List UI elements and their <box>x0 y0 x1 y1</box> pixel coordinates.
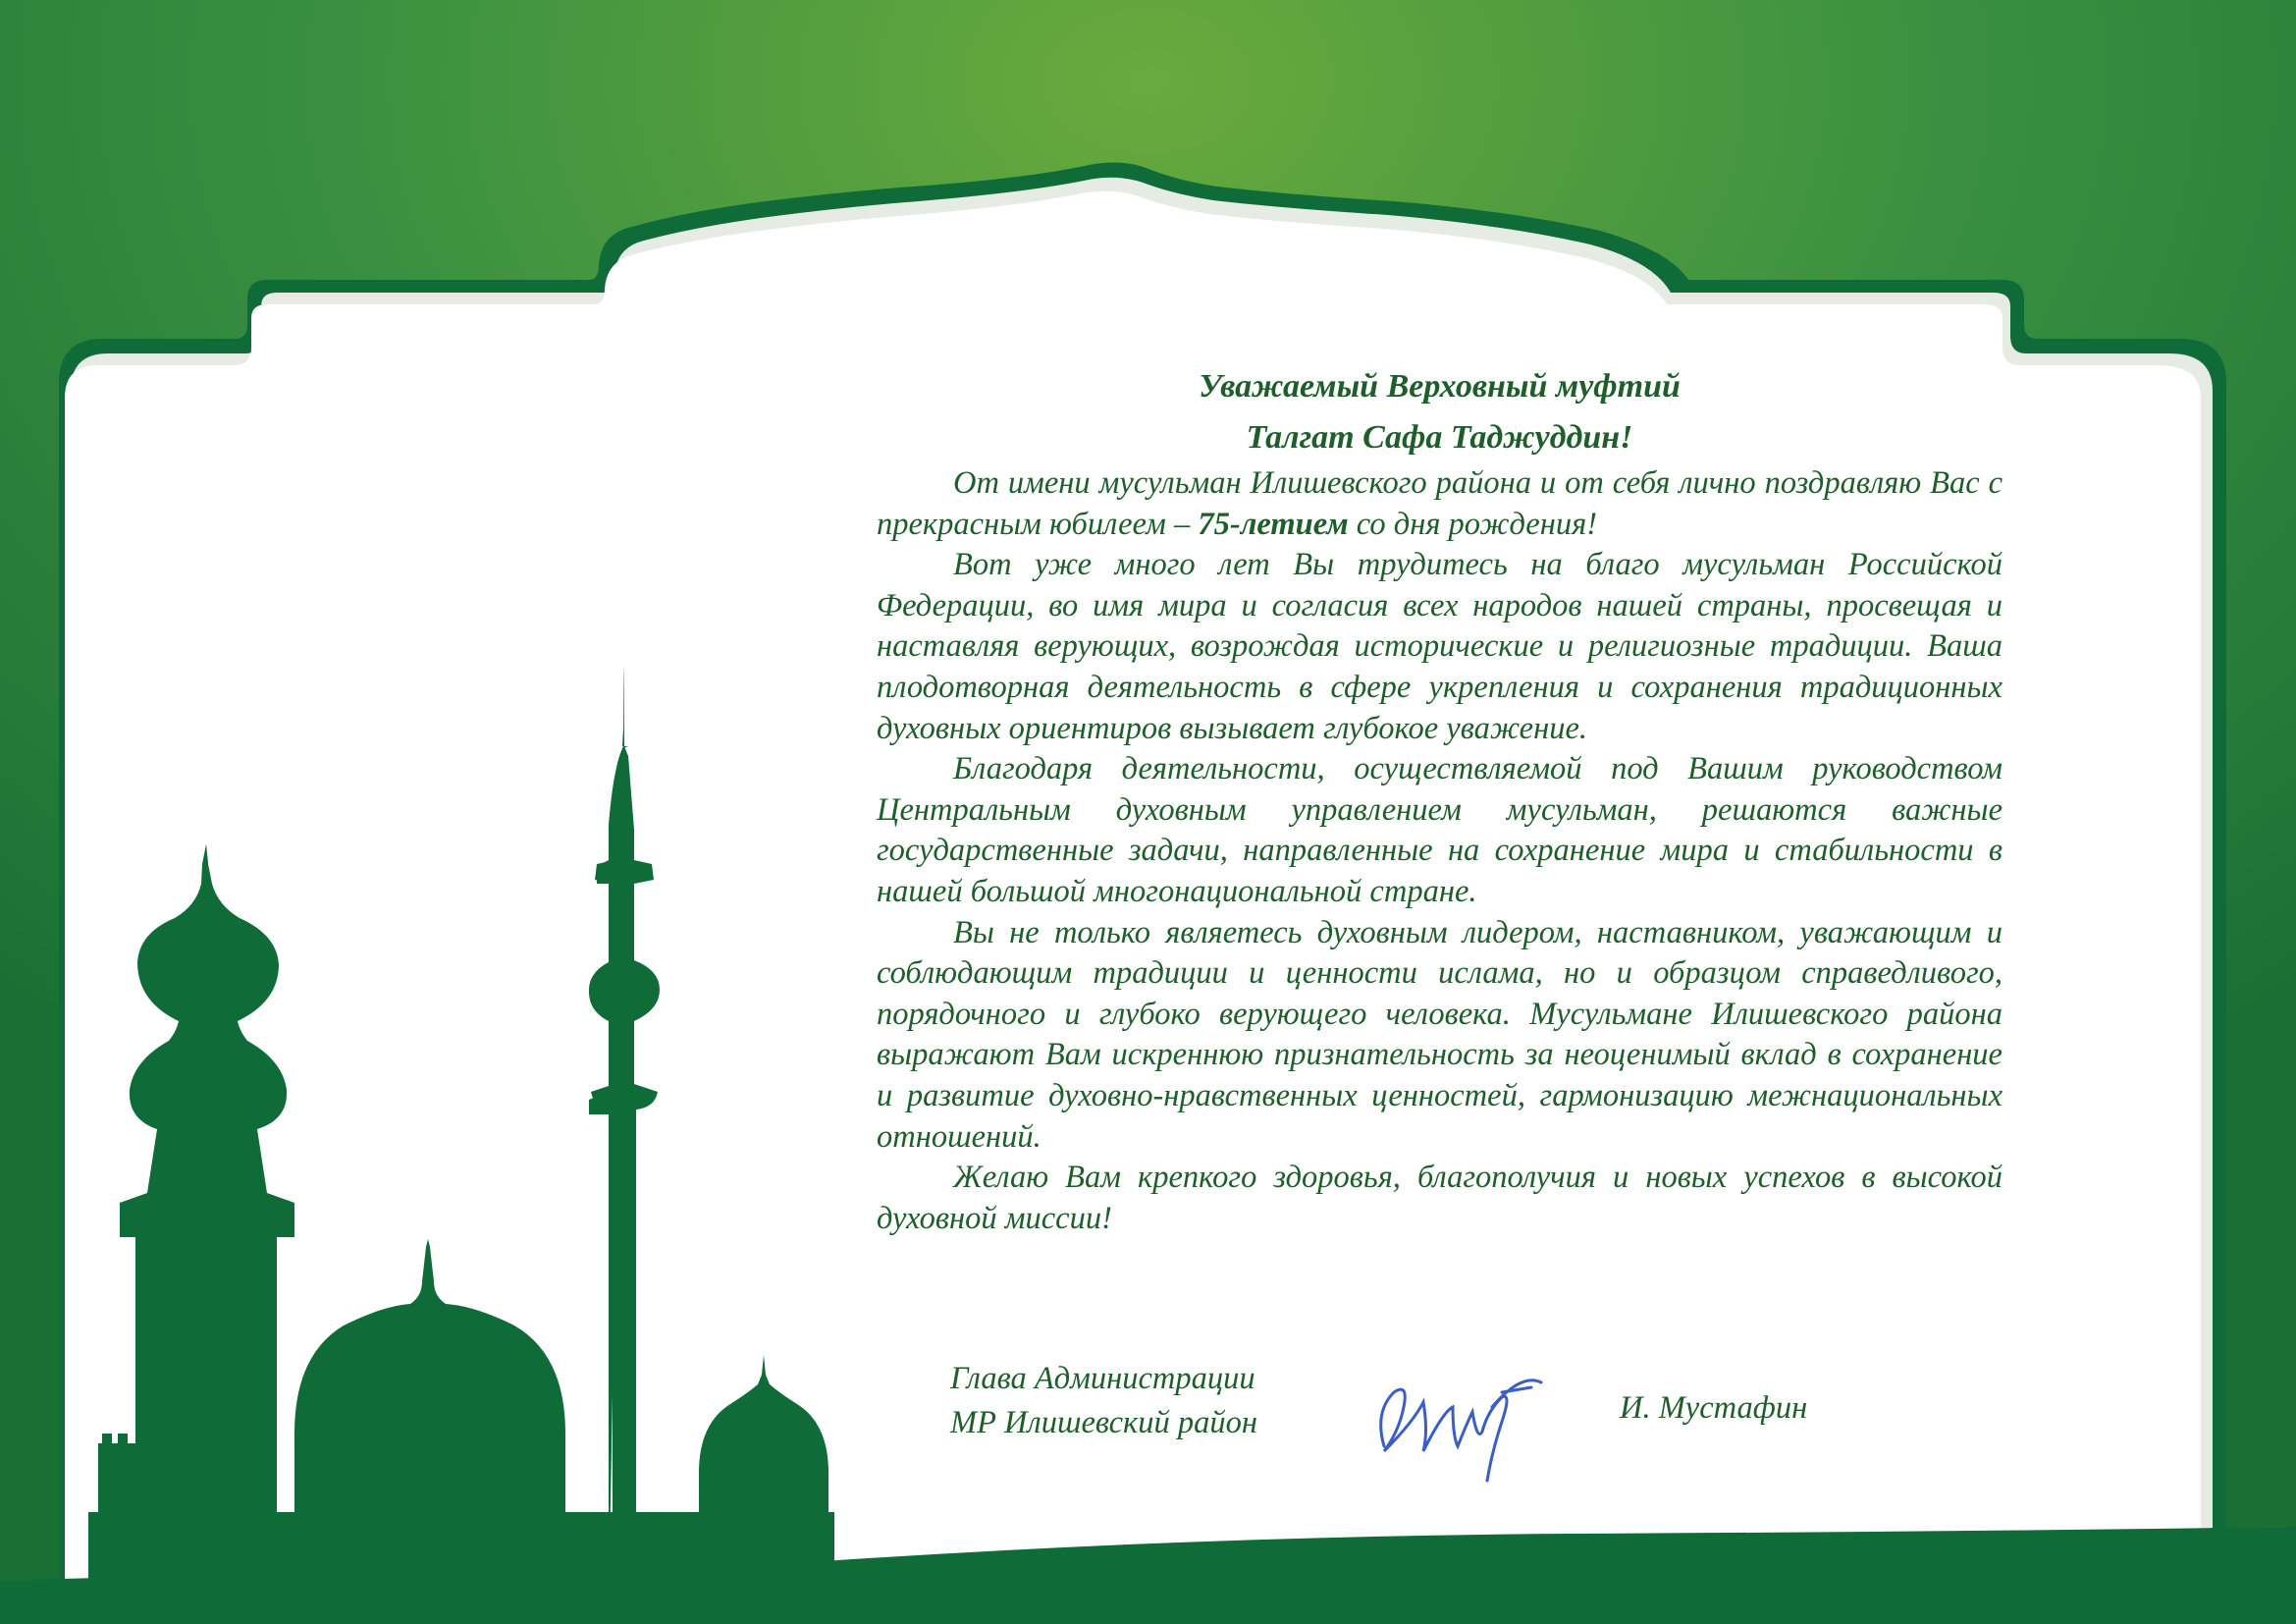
signatory-title-line-2: МР Илишевский район <box>950 1405 1257 1440</box>
onion-dome-tower <box>120 844 294 1610</box>
paragraph-1-text: От имени мусульман Илишевского района и от себя лично поздравляю Вас с прекрасным юбилеем – <box>877 465 2002 542</box>
paragraph-4: Вы не только являетесь духовным лидером, наставником, уважающим и соблюдающим традиции и ценности ислама, но и образцом справедливого, порядочного и глубоко верующего человека. Мусульмане Илишевского района выражают Вам искреннюю признательность за неоценимый вклад в сохранение и развитие духовно-нравственных ценностей, гармонизацию межнациональных отношений. <box>877 914 2002 1155</box>
letter-body <box>877 361 2002 1239</box>
signatory-name: И. Мустафин <box>1620 1390 1808 1426</box>
paragraph-5: Желаю Вам крепкого здоровья, благополучия и новых успехов в высокой духовной миссии! <box>877 1160 2002 1236</box>
signatory-title <box>950 1357 1257 1445</box>
greeting-line-2: Талгат Сафа Таджуддин! <box>1246 419 1633 456</box>
paragraph-2: Вот уже много лет Вы трудитесь на благо мусульман Российской Федерации, во имя мира и согласия всех народов нашей страны, просвещая и наставляя верующих, возрождая исторические и религиозные традиции. Ваша плодотворная деятельность в сфере укрепления и сохранения традиционных духовных ориентиров вызывает глубокое уважение. <box>877 547 2002 746</box>
greeting-line-1: Уважаемый Верховный муфтий <box>1199 368 1681 405</box>
paragraph-3: Благодаря деятельности, осуществляемой под Вашим руководством Центральным духовным управлением мусульман, решаются важные государственные задачи, направленные на сохранение мира и стабильности в нашей большой многонациональной стране. <box>877 751 2002 909</box>
handwritten-signature <box>1355 1353 1561 1490</box>
paragraph-1 <box>877 463 2002 545</box>
paragraph-1-end: со дня рождения! <box>1348 506 1598 542</box>
anniversary-highlight: 75-летием <box>1198 506 1349 542</box>
signatory-title-line-1: Глава Администрации <box>950 1361 1255 1396</box>
